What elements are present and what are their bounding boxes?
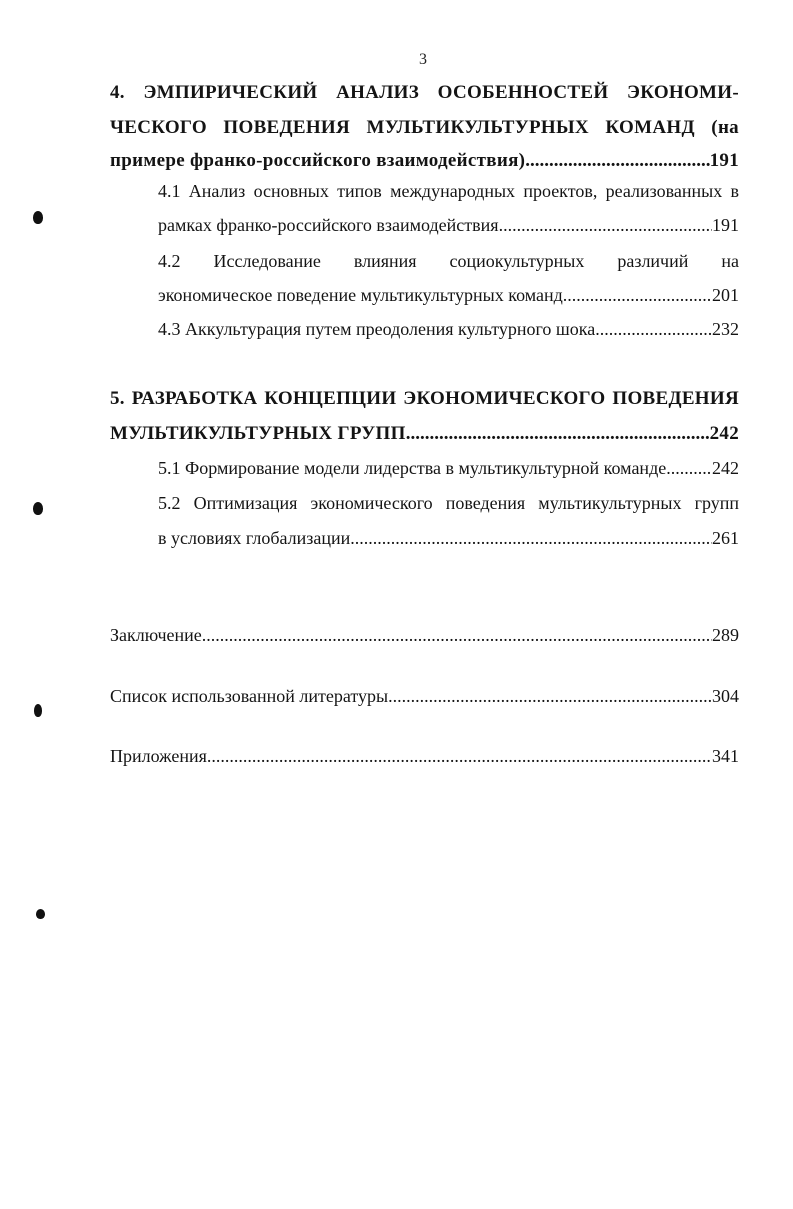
binding-hole-mark bbox=[33, 211, 43, 224]
toc-bibliography bbox=[110, 686, 739, 707]
toc-appendices-text: Приложения bbox=[110, 746, 207, 766]
dot-leader bbox=[666, 458, 712, 479]
toc-item-5-2-line2 bbox=[158, 528, 739, 549]
dot-leader bbox=[388, 686, 712, 707]
toc-item-4-2-page: 201 bbox=[712, 285, 739, 305]
toc-item-4-2-text: экономическое поведение мультикультурных команд bbox=[158, 285, 563, 305]
toc-item-4-3-text: 4.3 Аккультурация путем преодоления культурного шока bbox=[158, 319, 596, 339]
binding-hole-mark bbox=[34, 704, 42, 717]
toc-bibliography-text: Список использованной литературы bbox=[110, 686, 389, 706]
toc-appendices-page: 341 bbox=[712, 746, 739, 766]
dot-leader bbox=[595, 319, 712, 340]
toc-item-5-2-page: 261 bbox=[712, 528, 739, 548]
toc-item-4-3-page: 232 bbox=[712, 319, 739, 339]
section4-page: 191 bbox=[709, 150, 739, 171]
toc-item-4-2-line1: 4.2 Исследование влияния социокультурных различий на bbox=[158, 251, 739, 271]
dot-leader bbox=[406, 423, 710, 445]
toc-conclusion-page: 289 bbox=[712, 625, 739, 645]
toc-item-5-1-text: 5.1 Формирование модели лидерства в мультикультурной команде bbox=[158, 458, 667, 478]
dot-leader bbox=[202, 625, 712, 646]
section4-heading-text: примере франко-российского взаимодействия) bbox=[110, 150, 526, 171]
binding-hole-mark bbox=[36, 909, 45, 919]
section4-heading-line2: ЧЕСКОГО ПОВЕДЕНИЯ МУЛЬТИКУЛЬТУРНЫХ КОМАНД (на bbox=[110, 117, 739, 138]
toc-conclusion bbox=[110, 625, 739, 646]
toc-item-4-3 bbox=[158, 319, 739, 340]
toc-item-5-1-page: 242 bbox=[712, 458, 739, 478]
section5-heading-text: МУЛЬТИКУЛЬТУРНЫХ ГРУПП bbox=[110, 423, 406, 444]
toc-item-4-1-line1: 4.1 Анализ основных типов международных проектов, реализованных в bbox=[158, 181, 739, 201]
section5-heading-line1: 5. РАЗРАБОТКА КОНЦЕПЦИИ ЭКОНОМИЧЕСКОГО ПОВЕДЕНИЯ bbox=[110, 388, 739, 409]
toc-item-5-1 bbox=[158, 458, 739, 479]
toc-item-4-1-text: рамках франко-российского взаимодействия bbox=[158, 215, 499, 235]
toc-item-5-2-line1: 5.2 Оптимизация экономического поведения мультикультурных групп bbox=[158, 493, 739, 513]
binding-hole-mark bbox=[33, 502, 43, 515]
toc-item-4-2-line2 bbox=[158, 285, 739, 306]
dot-leader bbox=[207, 746, 712, 767]
section5-heading-line2 bbox=[110, 423, 739, 445]
toc-bibliography-page: 304 bbox=[712, 686, 739, 706]
dot-leader bbox=[563, 285, 712, 306]
dot-leader bbox=[525, 150, 709, 172]
toc-conclusion-text: Заключение bbox=[110, 625, 202, 645]
page-number: 3 bbox=[419, 51, 427, 68]
dot-leader bbox=[350, 528, 712, 549]
toc-item-4-1-page: 191 bbox=[712, 215, 739, 235]
dot-leader bbox=[499, 215, 712, 236]
section4-heading-line3 bbox=[110, 150, 739, 172]
toc-item-5-2-text: в условиях глобализации bbox=[158, 528, 351, 548]
toc-appendices bbox=[110, 746, 739, 767]
section5-page: 242 bbox=[709, 423, 739, 444]
section4-heading-line1: 4. ЭМПИРИЧЕСКИЙ АНАЛИЗ ОСОБЕННОСТЕЙ ЭКОНОМИ- bbox=[110, 82, 739, 103]
toc-item-4-1-line2 bbox=[158, 215, 739, 236]
